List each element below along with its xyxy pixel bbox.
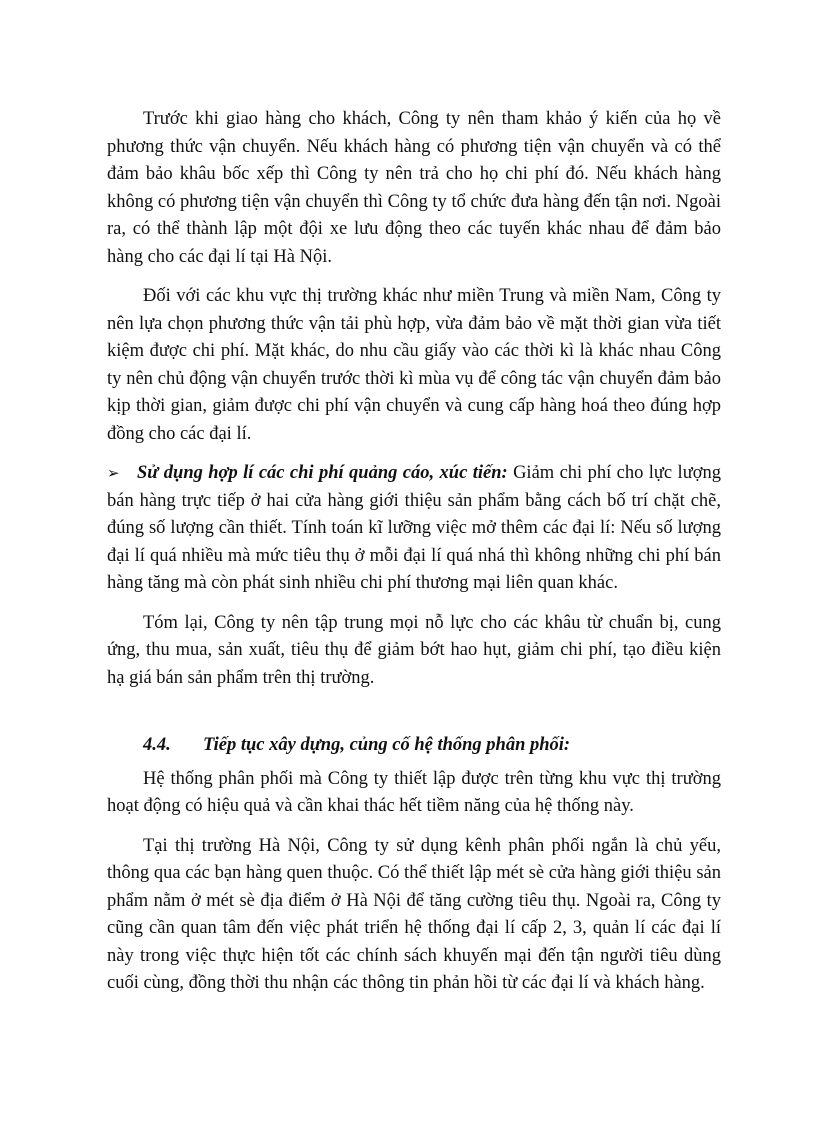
paragraph-distribution-system: Hệ thống phân phối mà Công ty thiết lập được trên từng khu vực thị trường hoạt động có hiệu quả và cần khai thác hết tiềm năng của hệ thống này. (107, 768, 721, 816)
bullet-text: Giảm chi phí cho lực lượng bán hàng trực tiếp ở hai cửa hàng giới thiệu sản phẩm bằng cách bố trí chặt chẽ, đúng số lượng cần thiết. Tính toán kĩ lưỡng việc mở thêm các đại lí: Nếu số lượng đại lí quá nhiều mà mức tiêu thụ ở mỗi đại lí quá nhá thì không những chi phí bán hàng tăng mà còn phát sinh nhiều chi phí thương mại liên quan khác. (107, 463, 721, 593)
paragraph-delivery: Trước khi giao hàng cho khách, Công ty nên tham khảo ý kiến của họ về phương thức vận chuyển. Nếu khách hàng có phương tiện vận chuyển và có thể đảm bảo khâu bốc xếp thì Công ty nên trả cho họ chi phí đó. Nếu khách hàng không có phương tiện vận chuyển thì Công ty tổ chức đưa hàng đến tận nơi. Ngoài ra, có thể thành lập một đội xe lưu động theo các tuyến khác nhau để đảm bảo hàng cho các đại lí tại Hà Nội. (107, 109, 721, 267)
paragraph-other-markets: Đối với các khu vực thị trường khác như miền Trung và miền Nam, Công ty nên lựa chọn phương thức vận tải phù hợp, vừa đảm bảo về mặt thời gian vừa tiết kiệm được chi phí. Mặt khác, do nhu cầu giấy vào các thời kì là khác nhau Công ty nên chủ động vận chuyển trước thời kì mùa vụ để công tác vận chuyển đảm bảo kịp thời gian, giảm được chi phí vận chuyển và cung cấp hàng hoá theo đúng hợp đồng cho các đại lí. (107, 286, 721, 444)
document-page (107, 106, 721, 1010)
section-title: Tiếp tục xây dựng, củng cố hệ thống phân phối: (203, 735, 571, 755)
section-number: 4.4. (143, 735, 171, 755)
paragraph-hanoi-market: Tại thị trường Hà Nội, Công ty sử dụng kênh phân phối ngắn là chủ yếu, thông qua các bạn hàng quen thuộc. Có thể thiết lập mét sè cửa hàng giới thiệu sản phẩm nằm ở mét sè địa điểm ở Hà Nội để tăng cường tiêu thụ. Ngoài ra, Công ty cũng cần quan tâm đến việc phát triển hệ thống đại lí cấp 2, 3, quản lí các đại lí này trong việc thực hiện tốt các chính sách khuyến mại đến tận người tiêu dùng cuối cùng, đồng thời thu nhận các thông tin phản hồi từ các đại lí và khách hàng. (107, 835, 721, 993)
bullet-paragraph-advertising (107, 460, 721, 598)
arrow-bullet-icon: ➢ (107, 464, 120, 482)
bullet-heading: Sử dụng hợp lí các chi phí quảng cáo, xúc tiến: (137, 463, 508, 483)
section-heading (107, 732, 721, 760)
paragraph-summary: Tóm lại, Công ty nên tập trung mọi nỗ lực cho các khâu từ chuẩn bị, cung ứng, thu mua, sản xuất, tiêu thụ để giảm bớt hao hụt, giảm chi phí, tạo điều kiện hạ giá bán sản phẩm trên thị trường. (107, 612, 721, 688)
